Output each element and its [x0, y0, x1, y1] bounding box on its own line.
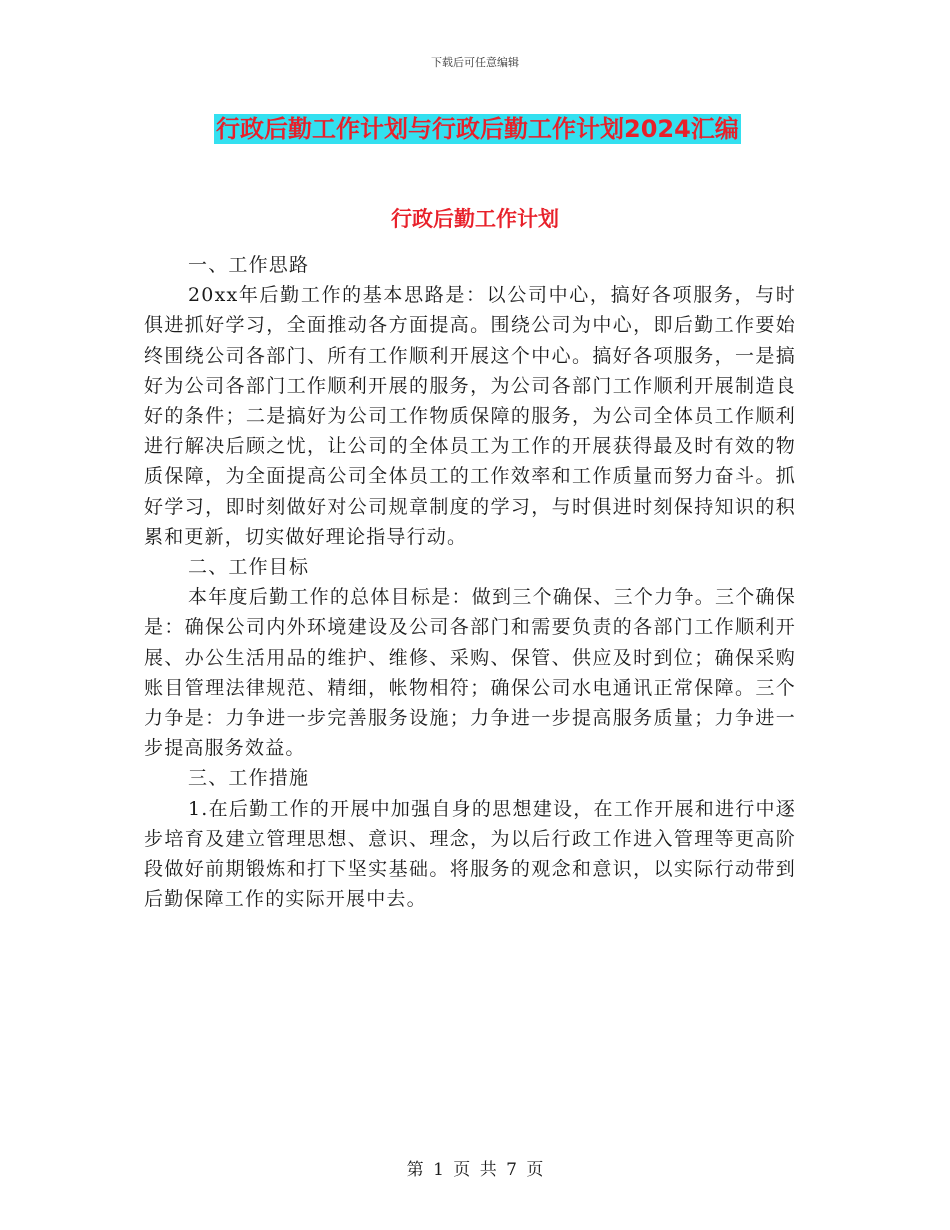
- heading-work-goals: 二、工作目标: [188, 556, 310, 579]
- heading-work-measures: 三、工作措施: [188, 767, 310, 790]
- page-number: 第 1 页 共 7 页: [406, 1160, 544, 1180]
- heading-work-approach: 一、工作思路: [188, 254, 310, 276]
- page-header-note: 下载后可任意编辑: [431, 56, 519, 69]
- document-main-title: 行政后勤工作计划与行政后勤工作计划2024汇编: [216, 115, 739, 143]
- paragraph-work-approach: 20xx年后勤工作的基本思路是：以公司中心，搞好各项服务，与时俱进抓好学习，全面推动各方面提高。围绕公司为中心，即后勤工作要始终围绕公司各部门、所有工作顺利开展这个中心。搞好各项服务，一是搞好为公司各部门工作顺利开展的服务，为公司各部门工作顺利开展制造良好的条件；二是搞好为公司工作物质保障的服务，为公司全体员工作顺利进行解决后顾之忧，让公司的全体员工为工作的开展获得最及时有效的物质保障，为全面提高公司全体员工的工作效率和工作质量而努力奋斗。抓好学习，即时刻做好对公司规章制度的学习，与时俱进时刻保持知识的积累和更新，切实做好理论指导行动。: [144, 284, 796, 548]
- paragraph-work-measures-1: 1.在后勤工作的开展中加强自身的思想建设，在工作开展和进行中逐步培育及建立管理思想、意识、理念，为以后行政工作进入管理等更高阶段做好前期锻炼和打下坚实基础。将服务的观念和意识，以实际行动带到后勤保障工作的实际开展中去。: [144, 797, 796, 911]
- paragraph-work-goals: 本年度后勤工作的总体目标是：做到三个确保、三个力争。三个确保是：确保公司内外环境建设及公司各部门和需要负责的各部门工作顺利开展、办公生活用品的维护、维修、采购、保管、供应及时到位；确保采购账目管理法律规范、精细，帐物相符；确保公司水电通讯正常保障。三个力争是：力争进一步完善服务设施；力争进一步提高服务质量；力争进一步提高服务效益。: [144, 586, 796, 760]
- document-body: [144, 250, 796, 914]
- section-title: 行政后勤工作计划: [391, 207, 559, 231]
